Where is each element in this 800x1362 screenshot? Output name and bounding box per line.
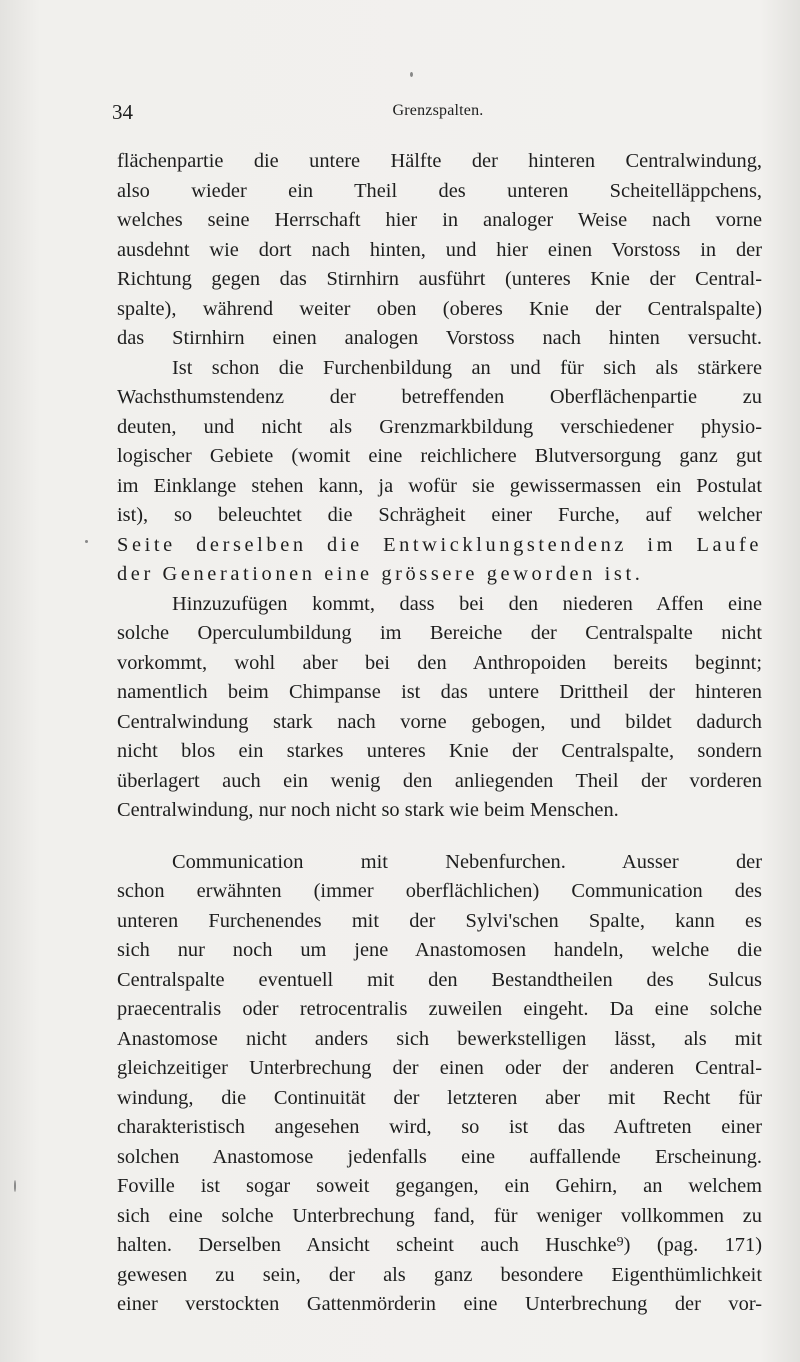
text-line: Hinzuzufügen kommt, dass bei den niederen Affen eine <box>172 592 762 615</box>
text-line: der Generationen eine grössere geworden ist. <box>117 563 644 585</box>
text-line: spalte), während weiter oben (oberes Knie der Centralspalte) <box>117 297 762 320</box>
text-line: gleichzeitiger Unterbrechung der einen oder der anderen Central- <box>117 1057 762 1079</box>
text-line: sich eine solche Unterbrechung fand, für weniger vollkommen zu <box>117 1204 762 1227</box>
paragraph-4 <box>117 848 762 1320</box>
text-line: unteren Furchenendes mit der Sylvi'schen Spalte, kann es <box>117 909 762 932</box>
text-line: also wieder ein Theil des unteren Scheitelläppchens, <box>117 179 762 202</box>
text-line: windung, die Continuität der letzteren aber mit Recht für <box>117 1086 762 1109</box>
text-line: Centralwindung, nur noch nicht so stark wie beim Menschen. <box>117 799 619 821</box>
text-line: gewesen zu sein, der als ganz besondere Eigenthümlichkeit <box>117 1263 762 1286</box>
paragraph-gap <box>117 826 762 848</box>
text-line: Centralspalte eventuell mit den Bestandtheilen des Sulcus <box>117 968 762 991</box>
running-title: Grenzspalten. <box>392 102 484 119</box>
text-line: im Einklange stehen kann, ja wofür sie gewissermassen ein Postulat <box>117 474 762 497</box>
text-line: Communication mit Nebenfurchen. Ausser der <box>172 850 762 873</box>
text-line: welches seine Herrschaft hier in analoger Weise nach vorne <box>117 209 762 231</box>
text-line: charakteristisch angesehen wird, so ist das Auftreten einer <box>117 1116 762 1138</box>
text-line: ist), so beleuchtet die Schrägheit einer Furche, auf welcher <box>117 504 762 526</box>
running-head <box>112 98 764 128</box>
text-line: schon erwähnten (immer oberflächlichen) Communication des <box>117 880 762 902</box>
text-line: halten. Derselben Ansicht scheint auch Huschke⁹) (pag. 171) <box>117 1234 762 1256</box>
body-text <box>117 147 762 1320</box>
text-line: nicht blos ein starkes unteres Knie der Centralspalte, sondern <box>117 740 762 762</box>
text-line: Wachsthumstendenz der betreffenden Oberflächenpartie zu <box>117 386 762 408</box>
text-line: sich nur noch um jene Anastomosen handeln, welche die <box>117 939 762 961</box>
text-line: Anastomose nicht anders sich bewerkstelligen lässt, als mit <box>117 1027 762 1050</box>
paper-speck <box>85 540 88 543</box>
text-line: Foville ist sogar soweit gegangen, ein Gehirn, an welchem <box>117 1175 762 1197</box>
text-line: Seite derselben die Entwicklungstendenz im Laufe <box>117 533 762 556</box>
text-line: Centralwindung stark nach vorne gebogen, und bildet dadurch <box>117 710 762 733</box>
text-line: namentlich beim Chimpanse ist das untere Drittheil der hinteren <box>117 681 762 703</box>
paper-speck <box>410 72 413 77</box>
paragraph-2 <box>117 354 762 590</box>
text-line: solchen Anastomose jedenfalls eine auffallende Erscheinung. <box>117 1145 762 1168</box>
text-line: logischer Gebiete (womit eine reichlichere Blutversorgung ganz gut <box>117 445 762 467</box>
page-number: 34 <box>112 100 133 124</box>
text-line: flächenpartie die untere Hälfte der hinteren Centralwindung, <box>117 150 762 172</box>
text-line: deuten, und nicht als Grenzmarkbildung verschiedener physio- <box>117 415 762 438</box>
text-line: überlagert auch ein wenig den anliegenden Theil der vorderen <box>117 769 762 792</box>
paper-speck <box>14 1180 16 1192</box>
paragraph-1 <box>117 147 762 354</box>
paragraph-3 <box>117 590 762 826</box>
text-line: solche Operculumbildung im Bereiche der Centralspalte nicht <box>117 622 762 644</box>
text-line: praecentralis oder retrocentralis zuweilen eingeht. Da eine solche <box>117 998 762 1020</box>
text-line: vorkommt, wohl aber bei den Anthropoiden bereits beginnt; <box>117 651 762 674</box>
text-line: Ist schon die Furchenbildung an und für sich als stärkere <box>172 356 762 379</box>
text-line: einer verstockten Gattenmörderin eine Unterbrechung der vor- <box>117 1293 762 1315</box>
text-line: das Stirnhirn einen analogen Vorstoss nach hinten versucht. <box>117 327 762 349</box>
text-line: Richtung gegen das Stirnhirn ausführt (unteres Knie der Central- <box>117 268 762 290</box>
text-line: ausdehnt wie dort nach hinten, und hier einen Vorstoss in der <box>117 238 762 261</box>
